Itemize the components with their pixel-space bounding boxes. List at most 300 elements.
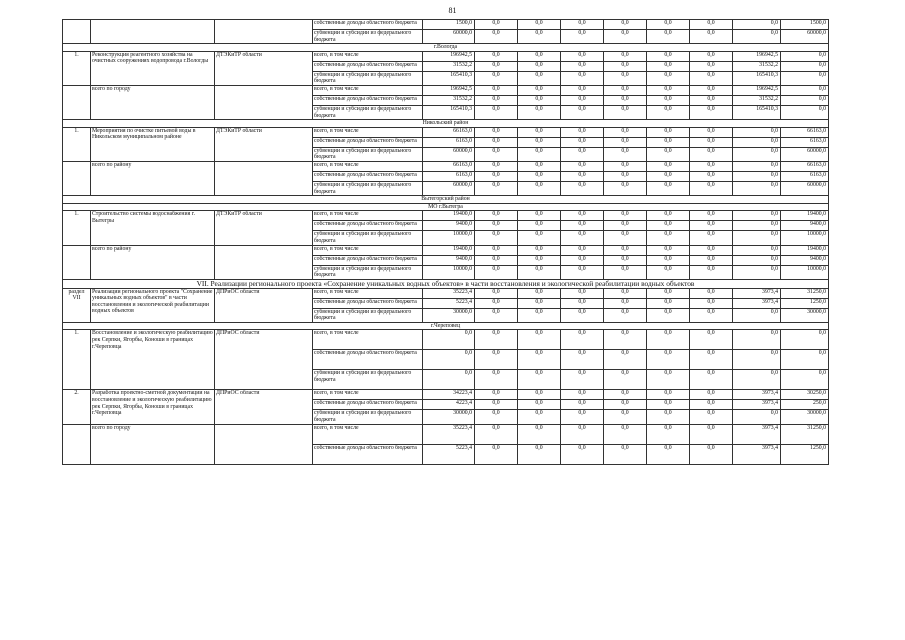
amount-cell: 60000,0 <box>423 30 475 44</box>
amount-cell: 0,0 <box>604 85 647 95</box>
funding-source: субвенции и субсидии из федерального бюджета <box>313 30 423 44</box>
amount-cell: 0,0 <box>690 221 733 231</box>
row-number: 1. <box>63 127 91 161</box>
funding-source: всего, в том числе <box>313 390 423 400</box>
amount-cell: 0,0 <box>733 20 781 30</box>
amount-cell: 0,0 <box>561 308 604 322</box>
amount-cell: 0,0 <box>475 95 518 105</box>
row-number: 1. <box>63 330 91 390</box>
measure-name: Восстановление и экологическую реабилитацию рек Серпки, Ягорбы, Коноши в границах г.Череповца <box>91 330 215 390</box>
amount-cell: 196942,5 <box>733 51 781 61</box>
amount-cell: 0,0 <box>690 85 733 95</box>
amount-cell: 0,0 <box>733 265 781 279</box>
amount-cell: 0,0 <box>475 231 518 245</box>
amount-cell: 0,0 <box>647 330 690 350</box>
amount-cell: 0,0 <box>561 330 604 350</box>
amount-cell: 0,0 <box>690 105 733 119</box>
amount-cell: 60000,0 <box>781 181 829 195</box>
funding-source: собственные доходы областного бюджета <box>313 137 423 147</box>
amount-cell: 0,0 <box>561 245 604 255</box>
amount-cell: 6163,0 <box>423 171 475 181</box>
amount-cell: 0,0 <box>604 147 647 161</box>
amount-cell: 0,0 <box>475 444 518 464</box>
amount-cell: 0,0 <box>604 105 647 119</box>
responsible-executor: ДТЭКиТР области <box>215 127 313 161</box>
amount-cell: 0,0 <box>475 181 518 195</box>
amount-cell: 0,0 <box>690 390 733 400</box>
amount-cell: 0,0 <box>561 30 604 44</box>
amount-cell: 0,0 <box>690 350 733 370</box>
amount-cell: 0,0 <box>604 171 647 181</box>
amount-cell: 165410,3 <box>733 105 781 119</box>
amount-cell: 0,0 <box>647 245 690 255</box>
responsible-executor <box>215 245 313 279</box>
amount-cell: 0,0 <box>604 71 647 85</box>
budget-table <box>62 19 829 465</box>
amount-cell: 0,0 <box>647 390 690 400</box>
amount-cell: 0,0 <box>561 105 604 119</box>
funding-source: субвенции и субсидии из федерального бюджета <box>313 231 423 245</box>
amount-cell: 0,0 <box>690 400 733 410</box>
amount-cell: 0,0 <box>561 400 604 410</box>
amount-cell: 0,0 <box>518 20 561 30</box>
amount-cell: 0,0 <box>561 350 604 370</box>
area-heading: МО г.Вытегра <box>63 203 829 211</box>
amount-cell: 0,0 <box>781 51 829 61</box>
page-number: 81 <box>448 6 457 15</box>
amount-cell: 0,0 <box>561 181 604 195</box>
amount-cell: 0,0 <box>690 245 733 255</box>
amount-cell: 66163,0 <box>781 161 829 171</box>
funding-source: всего, в том числе <box>313 211 423 221</box>
amount-cell: 0,0 <box>518 85 561 95</box>
measure-name: Реконструкция реагентного хозяйства на очистных сооружениях водопровода г.Вологды <box>91 51 215 85</box>
amount-cell: 196942,5 <box>733 85 781 95</box>
area-heading-row <box>63 44 829 52</box>
amount-cell: 0,0 <box>647 161 690 171</box>
amount-cell: 6163,0 <box>423 137 475 147</box>
amount-cell: 0,0 <box>604 444 647 464</box>
funding-source: всего, в том числе <box>313 161 423 171</box>
table-row <box>63 245 829 255</box>
amount-cell: 0,0 <box>604 255 647 265</box>
amount-cell: 0,0 <box>647 308 690 322</box>
amount-cell: 3973,4 <box>733 424 781 444</box>
amount-cell: 19400,0 <box>423 245 475 255</box>
amount-cell: 0,0 <box>733 255 781 265</box>
amount-cell: 0,0 <box>690 127 733 137</box>
amount-cell: 0,0 <box>647 444 690 464</box>
amount-cell: 0,0 <box>518 390 561 400</box>
measure-name: всего по городу <box>91 424 215 464</box>
amount-cell: 60000,0 <box>423 181 475 195</box>
funding-source: субвенции и субсидии из федерального бюджета <box>313 265 423 279</box>
measure-name: всего по району <box>91 161 215 195</box>
amount-cell: 0,0 <box>690 161 733 171</box>
amount-cell: 0,0 <box>647 61 690 71</box>
amount-cell: 0,0 <box>475 330 518 350</box>
amount-cell: 0,0 <box>604 370 647 390</box>
amount-cell: 66163,0 <box>781 127 829 137</box>
funding-source: субвенции и субсидии из федерального бюджета <box>313 105 423 119</box>
area-heading: Вытегорский район <box>63 196 829 204</box>
amount-cell: 0,0 <box>647 71 690 85</box>
amount-cell: 0,0 <box>475 61 518 71</box>
funding-source: собственные доходы областного бюджета <box>313 95 423 105</box>
amount-cell: 0,0 <box>475 161 518 171</box>
amount-cell: 0,0 <box>733 330 781 350</box>
amount-cell: 3973,4 <box>733 390 781 400</box>
amount-cell: 9400,0 <box>781 221 829 231</box>
amount-cell: 0,0 <box>518 308 561 322</box>
responsible-executor <box>215 20 313 44</box>
amount-cell: 9400,0 <box>423 221 475 231</box>
amount-cell: 0,0 <box>604 95 647 105</box>
row-number <box>63 85 91 119</box>
amount-cell: 0,0 <box>604 221 647 231</box>
amount-cell: 0,0 <box>561 71 604 85</box>
amount-cell: 0,0 <box>475 71 518 85</box>
amount-cell: 0,0 <box>647 424 690 444</box>
amount-cell: 3973,4 <box>733 288 781 298</box>
amount-cell: 0,0 <box>561 410 604 424</box>
amount-cell: 0,0 <box>475 30 518 44</box>
amount-cell: 165410,3 <box>423 71 475 85</box>
amount-cell: 0,0 <box>690 20 733 30</box>
section-heading: VII. Реализации регионального проекта «Сохранение уникальных водных объектов» в части восстановления и экологической реабилитации водных объектов <box>63 279 829 288</box>
amount-cell: 0,0 <box>604 265 647 279</box>
amount-cell: 0,0 <box>518 51 561 61</box>
funding-source: субвенции и субсидии из федерального бюджета <box>313 147 423 161</box>
amount-cell: 0,0 <box>733 231 781 245</box>
area-heading-row <box>63 196 829 204</box>
amount-cell: 0,0 <box>690 181 733 195</box>
amount-cell: 34223,4 <box>423 390 475 400</box>
table-row <box>63 288 829 298</box>
amount-cell: 0,0 <box>647 255 690 265</box>
funding-source: субвенции и субсидии из федерального бюджета <box>313 181 423 195</box>
amount-cell: 0,0 <box>690 308 733 322</box>
funding-source: субвенции и субсидии из федерального бюджета <box>313 410 423 424</box>
amount-cell: 0,0 <box>690 51 733 61</box>
amount-cell: 0,0 <box>475 400 518 410</box>
funding-source: всего, в том числе <box>313 127 423 137</box>
amount-cell: 19400,0 <box>781 211 829 221</box>
amount-cell: 3973,4 <box>733 298 781 308</box>
amount-cell: 0,0 <box>690 231 733 245</box>
amount-cell: 0,0 <box>475 171 518 181</box>
responsible-executor: ДТЭКиТР области <box>215 211 313 245</box>
table-row <box>63 424 829 444</box>
amount-cell: 0,0 <box>604 400 647 410</box>
amount-cell: 0,0 <box>423 370 475 390</box>
amount-cell: 1500,0 <box>423 20 475 30</box>
row-number: 2. <box>63 390 91 424</box>
table-row <box>63 211 829 221</box>
area-heading: Никольский район <box>63 120 829 128</box>
amount-cell: 31532,2 <box>733 95 781 105</box>
amount-cell: 19400,0 <box>423 211 475 221</box>
amount-cell: 0,0 <box>604 308 647 322</box>
measure-name: Строительство системы водоснабжения г. Вытегры <box>91 211 215 245</box>
row-number <box>63 245 91 279</box>
funding-source: собственные доходы областного бюджета <box>313 444 423 464</box>
table-row <box>63 20 829 30</box>
funding-source: собственные доходы областного бюджета <box>313 298 423 308</box>
amount-cell: 0,0 <box>475 350 518 370</box>
amount-cell: 0,0 <box>604 161 647 171</box>
row-number <box>63 424 91 464</box>
amount-cell: 0,0 <box>604 298 647 308</box>
amount-cell: 0,0 <box>781 71 829 85</box>
funding-source: собственные доходы областного бюджета <box>313 221 423 231</box>
funding-source: собственные доходы областного бюджета <box>313 20 423 30</box>
amount-cell: 0,0 <box>647 127 690 137</box>
amount-cell: 0,0 <box>561 370 604 390</box>
amount-cell: 0,0 <box>604 211 647 221</box>
amount-cell: 0,0 <box>690 444 733 464</box>
amount-cell: 35223,4 <box>423 424 475 444</box>
table-row <box>63 161 829 171</box>
amount-cell: 0,0 <box>781 370 829 390</box>
amount-cell: 0,0 <box>733 147 781 161</box>
amount-cell: 0,0 <box>647 410 690 424</box>
amount-cell: 1500,0 <box>781 20 829 30</box>
amount-cell: 10000,0 <box>781 265 829 279</box>
amount-cell: 0,0 <box>647 95 690 105</box>
amount-cell: 5223,4 <box>423 444 475 464</box>
amount-cell: 35223,4 <box>423 288 475 298</box>
amount-cell: 0,0 <box>561 221 604 231</box>
amount-cell: 3973,4 <box>733 444 781 464</box>
amount-cell: 0,0 <box>475 147 518 161</box>
amount-cell: 0,0 <box>733 410 781 424</box>
amount-cell: 0,0 <box>733 370 781 390</box>
amount-cell: 0,0 <box>647 350 690 370</box>
amount-cell: 0,0 <box>647 211 690 221</box>
amount-cell: 0,0 <box>647 30 690 44</box>
funding-source: собственные доходы областного бюджета <box>313 350 423 370</box>
amount-cell: 0,0 <box>647 147 690 161</box>
amount-cell: 0,0 <box>733 245 781 255</box>
amount-cell: 0,0 <box>518 370 561 390</box>
amount-cell: 0,0 <box>690 424 733 444</box>
amount-cell: 0,0 <box>690 265 733 279</box>
amount-cell: 0,0 <box>518 181 561 195</box>
amount-cell: 0,0 <box>647 105 690 119</box>
amount-cell: 0,0 <box>781 350 829 370</box>
measure-name: Реализации регионального проекта "Сохранение уникальных водных объектов" в части восстановления и экологической реабилитации водных объектов <box>91 288 215 322</box>
amount-cell: 0,0 <box>647 221 690 231</box>
funding-source: всего, в том числе <box>313 330 423 350</box>
amount-cell: 0,0 <box>561 255 604 265</box>
amount-cell: 0,0 <box>604 51 647 61</box>
measure-name: Разработка проектно-сметной документации на восстановление и экологическую реабилитацию рек Серпки, Ягорбы, Коноши в границах г.Череповца <box>91 390 215 424</box>
amount-cell: 19400,0 <box>781 245 829 255</box>
amount-cell: 0,0 <box>518 231 561 245</box>
section-heading-row <box>63 279 829 288</box>
amount-cell: 0,0 <box>604 410 647 424</box>
amount-cell: 0,0 <box>647 298 690 308</box>
amount-cell: 196942,5 <box>423 85 475 95</box>
amount-cell: 60000,0 <box>781 30 829 44</box>
amount-cell: 0,0 <box>647 400 690 410</box>
amount-cell: 0,0 <box>518 400 561 410</box>
amount-cell: 0,0 <box>781 95 829 105</box>
amount-cell: 0,0 <box>518 127 561 137</box>
funding-source: субвенции и субсидии из федерального бюджета <box>313 370 423 390</box>
row-number <box>63 161 91 195</box>
amount-cell: 0,0 <box>561 424 604 444</box>
row-number <box>63 20 91 44</box>
amount-cell: 0,0 <box>475 308 518 322</box>
amount-cell: 0,0 <box>518 265 561 279</box>
amount-cell: 0,0 <box>423 350 475 370</box>
amount-cell: 1250,0 <box>781 444 829 464</box>
amount-cell: 66163,0 <box>423 127 475 137</box>
amount-cell: 30000,0 <box>423 308 475 322</box>
amount-cell: 0,0 <box>518 410 561 424</box>
amount-cell: 0,0 <box>647 137 690 147</box>
measure-name: всего по городу <box>91 85 215 119</box>
amount-cell: 0,0 <box>518 95 561 105</box>
amount-cell: 0,0 <box>561 231 604 245</box>
amount-cell: 0,0 <box>561 127 604 137</box>
amount-cell: 0,0 <box>561 211 604 221</box>
amount-cell: 0,0 <box>518 350 561 370</box>
amount-cell: 0,0 <box>647 181 690 195</box>
amount-cell: 0,0 <box>733 161 781 171</box>
amount-cell: 0,0 <box>647 171 690 181</box>
amount-cell: 0,0 <box>647 85 690 95</box>
row-number: 1. <box>63 51 91 85</box>
amount-cell: 0,0 <box>475 20 518 30</box>
amount-cell: 0,0 <box>518 71 561 85</box>
amount-cell: 165410,3 <box>423 105 475 119</box>
responsible-executor <box>215 85 313 119</box>
amount-cell: 10000,0 <box>423 231 475 245</box>
amount-cell: 0,0 <box>475 410 518 424</box>
amount-cell: 0,0 <box>647 370 690 390</box>
table-body <box>63 20 829 465</box>
amount-cell: 0,0 <box>561 147 604 161</box>
amount-cell: 0,0 <box>604 61 647 71</box>
amount-cell: 66163,0 <box>423 161 475 171</box>
amount-cell: 31532,2 <box>423 95 475 105</box>
area-heading-row <box>63 203 829 211</box>
amount-cell: 0,0 <box>690 61 733 71</box>
amount-cell: 0,0 <box>690 410 733 424</box>
amount-cell: 0,0 <box>690 71 733 85</box>
measure-name: Мероприятия по очистке питьевой воды в Никольском муниципальном районе <box>91 127 215 161</box>
amount-cell: 31250,0 <box>781 288 829 298</box>
amount-cell: 0,0 <box>561 137 604 147</box>
amount-cell: 0,0 <box>733 221 781 231</box>
table-row <box>63 330 829 350</box>
amount-cell: 0,0 <box>781 85 829 95</box>
amount-cell: 0,0 <box>647 20 690 30</box>
amount-cell: 0,0 <box>604 30 647 44</box>
amount-cell: 0,0 <box>518 221 561 231</box>
amount-cell: 165410,3 <box>733 71 781 85</box>
funding-source: собственные доходы областного бюджета <box>313 400 423 410</box>
amount-cell: 30000,0 <box>423 410 475 424</box>
amount-cell: 0,0 <box>475 390 518 400</box>
amount-cell: 0,0 <box>518 171 561 181</box>
amount-cell: 0,0 <box>561 61 604 71</box>
amount-cell: 0,0 <box>604 288 647 298</box>
amount-cell: 0,0 <box>518 424 561 444</box>
amount-cell: 0,0 <box>518 161 561 171</box>
amount-cell: 0,0 <box>475 127 518 137</box>
amount-cell: 0,0 <box>561 288 604 298</box>
responsible-executor <box>215 161 313 195</box>
amount-cell: 0,0 <box>604 127 647 137</box>
amount-cell: 0,0 <box>423 330 475 350</box>
amount-cell: 31532,2 <box>423 61 475 71</box>
amount-cell: 0,0 <box>561 265 604 279</box>
amount-cell: 10000,0 <box>423 265 475 279</box>
amount-cell: 0,0 <box>690 95 733 105</box>
amount-cell: 0,0 <box>733 181 781 195</box>
amount-cell: 0,0 <box>518 444 561 464</box>
responsible-executor <box>215 424 313 464</box>
amount-cell: 0,0 <box>604 245 647 255</box>
amount-cell: 0,0 <box>561 51 604 61</box>
amount-cell: 4223,4 <box>423 400 475 410</box>
funding-source: субвенции и субсидии из федерального бюджета <box>313 71 423 85</box>
amount-cell: 6163,0 <box>781 171 829 181</box>
amount-cell: 0,0 <box>518 61 561 71</box>
amount-cell: 60000,0 <box>423 147 475 161</box>
amount-cell: 0,0 <box>690 255 733 265</box>
amount-cell: 1250,0 <box>781 298 829 308</box>
amount-cell: 0,0 <box>475 298 518 308</box>
row-number: 1. <box>63 211 91 245</box>
amount-cell: 0,0 <box>475 245 518 255</box>
amount-cell: 0,0 <box>475 105 518 119</box>
funding-source: собственные доходы областного бюджета <box>313 171 423 181</box>
amount-cell: 0,0 <box>561 161 604 171</box>
amount-cell: 0,0 <box>647 231 690 245</box>
amount-cell: 0,0 <box>475 51 518 61</box>
amount-cell: 60000,0 <box>781 147 829 161</box>
amount-cell: 0,0 <box>475 265 518 279</box>
funding-source: всего, в том числе <box>313 424 423 444</box>
responsible-executor: ДПРиОС области <box>215 390 313 424</box>
amount-cell: 0,0 <box>561 298 604 308</box>
amount-cell: 0,0 <box>604 231 647 245</box>
amount-cell: 0,0 <box>518 298 561 308</box>
amount-cell: 0,0 <box>647 288 690 298</box>
area-heading: г.Вологда <box>63 44 829 52</box>
amount-cell: 0,0 <box>475 221 518 231</box>
amount-cell: 0,0 <box>604 137 647 147</box>
amount-cell: 0,0 <box>518 105 561 119</box>
amount-cell: 0,0 <box>604 330 647 350</box>
amount-cell: 0,0 <box>518 330 561 350</box>
amount-cell: 0,0 <box>690 147 733 161</box>
funding-source: всего, в том числе <box>313 85 423 95</box>
amount-cell: 0,0 <box>604 20 647 30</box>
amount-cell: 9400,0 <box>781 255 829 265</box>
amount-cell: 0,0 <box>690 288 733 298</box>
amount-cell: 196942,5 <box>423 51 475 61</box>
amount-cell: 0,0 <box>475 255 518 265</box>
amount-cell: 30000,0 <box>781 410 829 424</box>
responsible-executor: ДТЭКиТР области <box>215 51 313 85</box>
amount-cell: 0,0 <box>518 137 561 147</box>
